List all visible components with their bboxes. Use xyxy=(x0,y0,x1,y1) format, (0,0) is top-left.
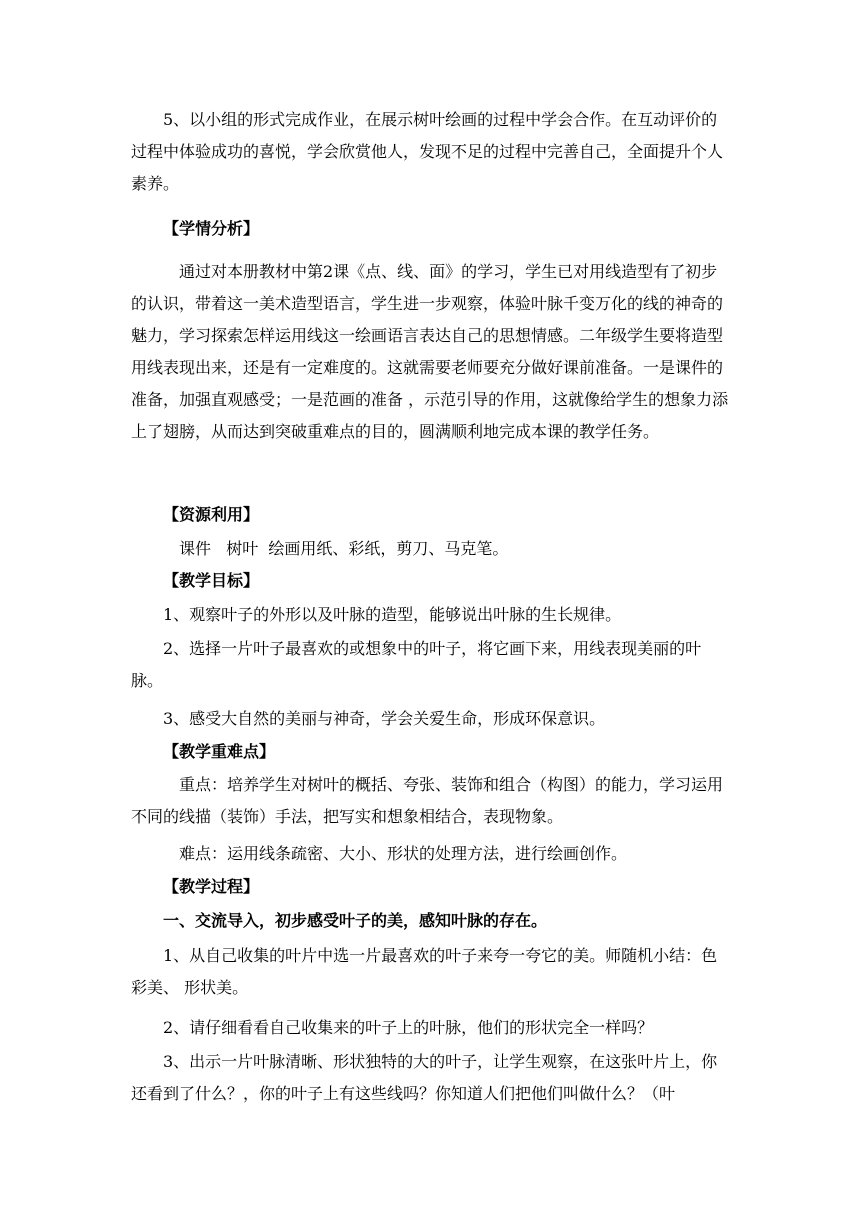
learning-analysis-paragraph: 通过对本册教材中第2课《点、线、面》的学习，学生已对用线造型有了初步的认识，带着这一美术造型语言，学生进一步观察，体验叶脉千变万化的线的神奇的魅力，学习探索怎样运用线这一绘画语言表达自己的思想情感。二年级学生要将造型用线表现出来，还是有一定难度的。这就需要老师要充分做好课前准备。一是课件的准备，加强直观感受；一是范画的准备 ，示范引导的作用，这就像给学生的想象力添上了翅膀，从而达到突破重难点的目的，圆满顺利地完成本课的教学任务。 xyxy=(131,262,729,441)
difficult-point-paragraph: 难点：运用线条疏密、大小、形状的处理方法，进行绘画创作。 xyxy=(179,844,628,863)
goal-item: 3、感受大自然的美丽与神奇，学会关爱生命，形成环保意识。 xyxy=(163,709,606,728)
process-section-heading: 一、交流导入，初步感受叶子的美，感知叶脉的存在。 xyxy=(163,911,548,930)
heading-key-difficult-points: 【教学重难点】 xyxy=(163,742,276,761)
heading-learning-analysis: 【学情分析】 xyxy=(163,219,260,238)
heading-teaching-process: 【教学过程】 xyxy=(163,877,260,896)
process-step: 1、从自己收集的叶片中选一片最喜欢的叶子来夸一夸它的美。师随机小结：色彩美、 形状美。 xyxy=(131,946,718,997)
process-step: 2、请仔细看看自己收集来的叶子上的叶脉，他们的形状完全一样吗？ xyxy=(163,1018,654,1037)
homework-paragraph: 5、以小组的形式完成作业，在展示树叶绘画的过程中学会合作。在互动评价的过程中体验成功的喜悦，学会欣赏他人，发现不足的过程中完善自己，全面提升个人素养。 xyxy=(131,110,724,193)
heading-resources: 【资源利用】 xyxy=(163,505,260,524)
resources-paragraph: 课件 树叶 绘画用纸、彩纸，剪刀、马克笔。 xyxy=(179,539,509,558)
goal-item: 2、选择一片叶子最喜欢的或想象中的叶子，将它画下来，用线表现美丽的叶脉。 xyxy=(131,639,702,690)
goal-item: 1、观察叶子的外形以及叶脉的造型，能够说出叶脉的生长规律。 xyxy=(163,605,622,624)
key-point-paragraph: 重点：培养学生对树叶的概括、夸张、装饰和组合（构图）的能力，学习运用不同的线描（装饰）手法，把写实和想象相结合，表现物象。 xyxy=(131,775,724,826)
heading-teaching-goals: 【教学目标】 xyxy=(163,571,260,590)
process-step: 3、出示一片叶脉清晰、形状独特的大的叶子，让学生观察，在这张叶片上，你还看到了什么？，你的叶子上有这些线吗？你知道人们把他们叫做什么？（叶 xyxy=(131,1052,718,1103)
